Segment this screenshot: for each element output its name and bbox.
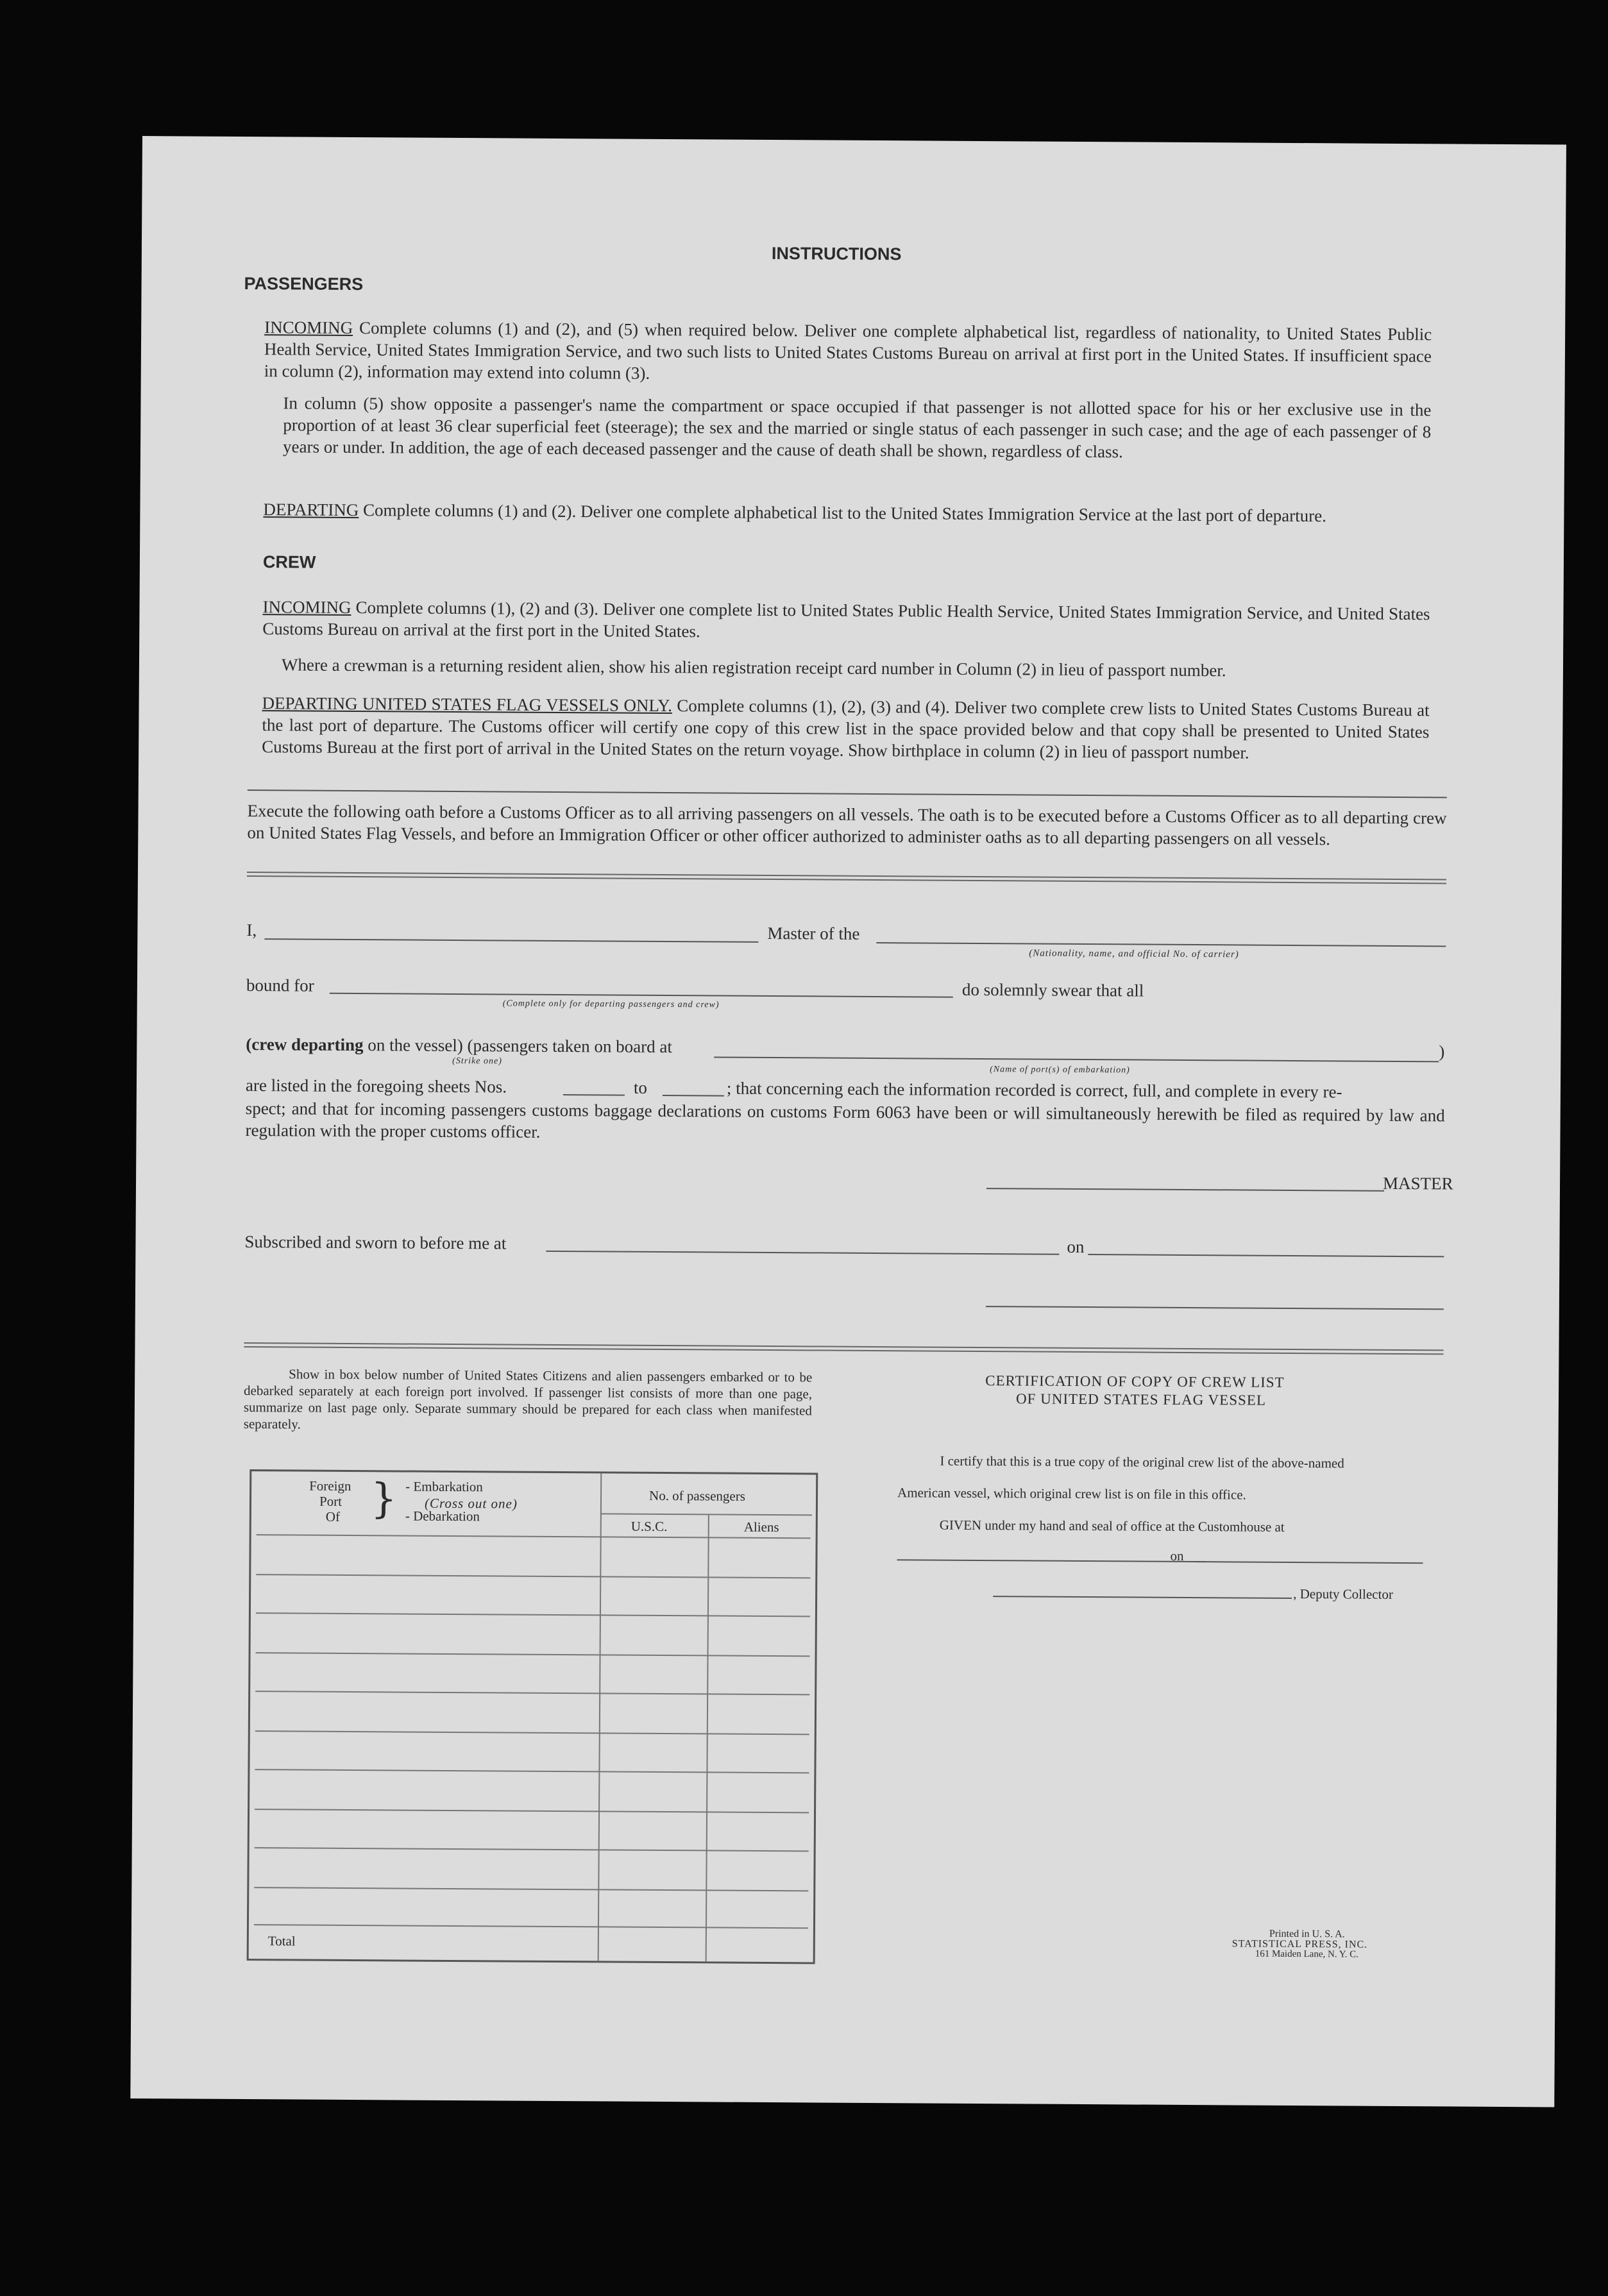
table-row [255, 1691, 809, 1695]
oath-instruction: Execute the following oath before a Customs Officer as to all arriving passengers on all vessels. The oath is to be executed before a Customs Officer as to all departing crew on United States Flag Vessels, and before an Immigration Officer or other officer authorized to administer oaths as to all departing passengers on all vessels. [247, 801, 1447, 849]
passengers-departing-paragraph [263, 498, 1430, 527]
crew-resident-paragraph: Where a crewman is a returning resident alien, show his alien registration receipt card number in Column (2) in lieu of passport number. [281, 655, 1226, 680]
subscribed-date-line [1088, 1254, 1444, 1257]
usc-header: U.S.C. [631, 1518, 668, 1535]
certification-title-2: OF UNITED STATES FLAG VESSEL [1015, 1390, 1267, 1408]
crew-incoming-label: INCOMING [262, 597, 351, 618]
divider-line [248, 789, 1447, 798]
foreign-label: Foreign [309, 1478, 351, 1494]
form-sheet [130, 136, 1566, 2107]
carrier-note: (Nationality, name, and official No. of carrier) [1029, 948, 1239, 960]
concerning-text: ; that concerning each the information recorded is correct, full, and complete in every re- [726, 1078, 1342, 1102]
crew-departing-option [246, 1034, 672, 1057]
strike-one-note: (Strike one) [452, 1056, 502, 1067]
of-label: Of [325, 1508, 341, 1524]
bottom-divider [244, 1342, 1443, 1355]
summary-instruction: Show in box below number of United States Citizens and alien passengers embarked or to be debarked separately at each foreign port involved. If passenger list consists of more than one page, summarize on last page only. Separate summary should be prepared for each class when manifested separately. [243, 1366, 813, 1432]
crew-incoming-paragraph [262, 596, 1430, 646]
master-label: MASTER [1382, 1173, 1453, 1194]
debarkation-label: - Debarkation [405, 1508, 480, 1524]
swear-label: do solemnly swear that all [961, 979, 1144, 1000]
master-signature-line [986, 1188, 1384, 1192]
brace-icon: } [370, 1475, 397, 1523]
passengers-taken-text: (passengers taken on board at [467, 1036, 673, 1057]
table-row [255, 1809, 809, 1813]
certification-given: GIVEN under my hand and seal of office at the Customhouse at [939, 1517, 1285, 1535]
subscribed-place-line [546, 1251, 1059, 1255]
total-label: Total [267, 1933, 296, 1949]
table-row [256, 1574, 810, 1578]
table-row [256, 1612, 810, 1617]
close-paren: ) [1439, 1042, 1445, 1061]
crew-departing-text: (crew departing [246, 1034, 364, 1055]
oath-i-label: I, [246, 920, 257, 940]
deputy-signature-line [993, 1596, 1292, 1599]
embarkation-label: - Embarkation [405, 1478, 483, 1495]
port-line [714, 1056, 1439, 1062]
subscribed-label: Subscribed and sworn to before me at [244, 1232, 507, 1253]
bound-for-note: (Complete only for departing passengers and crew) [502, 999, 720, 1010]
to-label: to [633, 1077, 648, 1097]
passengers-departing-label: DEPARTING [263, 500, 359, 520]
crew-departing-label: DEPARTING UNITED STATES FLAG VESSELS ONLY. [262, 693, 673, 716]
passengers-incoming-label: INCOMING [264, 317, 353, 338]
port-note: (Name of port(s) of embarkation) [990, 1065, 1130, 1076]
aliens-header: Aliens [743, 1519, 779, 1535]
port-label: Port [319, 1493, 343, 1509]
officer-signature-line [986, 1306, 1444, 1310]
certification-on: on [1170, 1548, 1184, 1564]
passenger-summary-table [247, 1469, 818, 1964]
table-row [255, 1847, 809, 1852]
sheet-to-line [663, 1095, 724, 1097]
carrier-line [876, 942, 1446, 947]
bound-for-line [330, 993, 953, 998]
no-passengers-header: No. of passengers [648, 1487, 746, 1504]
printer-line-1: Printed in U. S. A. [1269, 1928, 1345, 1940]
table-row [254, 1924, 808, 1929]
certification-date-line [1192, 1561, 1423, 1564]
crew-incoming-text: Complete columns (1), (2) and (3). Deliver one complete list to United States Public Health Service, United States Immigration Service, and United States Customs Bureau on arrival at the first port in the United States. [262, 598, 1430, 641]
passengers-departing-text: Complete columns (1) and (2). Deliver one complete alphabetical list to the United States Immigration Service at the last port of departure. [363, 500, 1326, 526]
certification-text-1: I certify that this is a true copy of the original crew list of the above-named [940, 1453, 1344, 1471]
oath-divider [247, 872, 1446, 884]
passengers-incoming-paragraph [264, 316, 1432, 389]
instructions-title: INSTRUCTIONS [771, 243, 902, 264]
on-vessel-text: on the vessel) [368, 1035, 463, 1056]
table-row [256, 1652, 810, 1657]
listed-label: are listed in the foregoing sheets Nos. [245, 1076, 507, 1097]
master-of-label: Master of the [767, 923, 860, 943]
customhouse-line [897, 1559, 1205, 1562]
crew-departing-paragraph [262, 692, 1430, 764]
passengers-heading: PASSENGERS [244, 273, 364, 294]
crew-departing-text: Complete columns (1), (2), (3) and (4). Deliver two complete crew lists to United States Customs Bureau at the last port of departure. The Customs officer will certify one copy of this crew list in the space provided below and that copy shall be presented to United States Customs Bureau at the first port of arrival in the United States on the return voyage. Show birthplace in column (2) in lieu of passport number. [262, 696, 1430, 763]
table-row [254, 1887, 808, 1891]
passengers-column5-paragraph: In column (5) show opposite a passenger's name the compartment or space occupied if that passenger is not allotted space for his or her exclusive use in the proportion of at least 36 clear superficial feet (steerage); the sex and the married or single status of each passenger in such case; and the age of each passenger of 8 years or under. In addition, the age of each deceased passenger and the cause of death shall be shown, regardless of class. [282, 393, 1432, 462]
table-row [255, 1730, 809, 1735]
certification-text-2: American vessel, which original crew list is on file in this office. [897, 1485, 1246, 1503]
deputy-collector-label: , Deputy Collector [1293, 1586, 1393, 1602]
oath-rest-text: spect; and that for incoming passengers customs baggage declarations on customs Form 6063 have been or will simultaneously herewith be filed as required by law and regulation with the proper customs officer. [245, 1099, 1445, 1142]
printer-line-2: STATISTICAL PRESS, INC. [1231, 1938, 1368, 1950]
cross-out-note: (Cross out one) [424, 1495, 518, 1512]
crew-heading: CREW [262, 552, 316, 572]
certification-title-1: CERTIFICATION OF COPY OF CREW LIST [985, 1372, 1285, 1390]
sheet-from-line [563, 1094, 625, 1096]
printer-line-3: 161 Maiden Lane, N. Y. C. [1255, 1948, 1358, 1960]
on-label: on [1067, 1237, 1085, 1257]
table-row [255, 1769, 809, 1773]
master-name-line [264, 938, 758, 943]
passengers-incoming-text: Complete columns (1) and (2), and (5) when required below. Deliver one complete alphabetical list, regardless of nationality, to United States Public Health Service, United States Immigration Service, and two such lists to United States Customs Bureau on arrival at first port in the United States. If insufficient space in column (2), information may extend into column (3). [264, 318, 1432, 383]
bound-for-label: bound for [246, 975, 314, 995]
